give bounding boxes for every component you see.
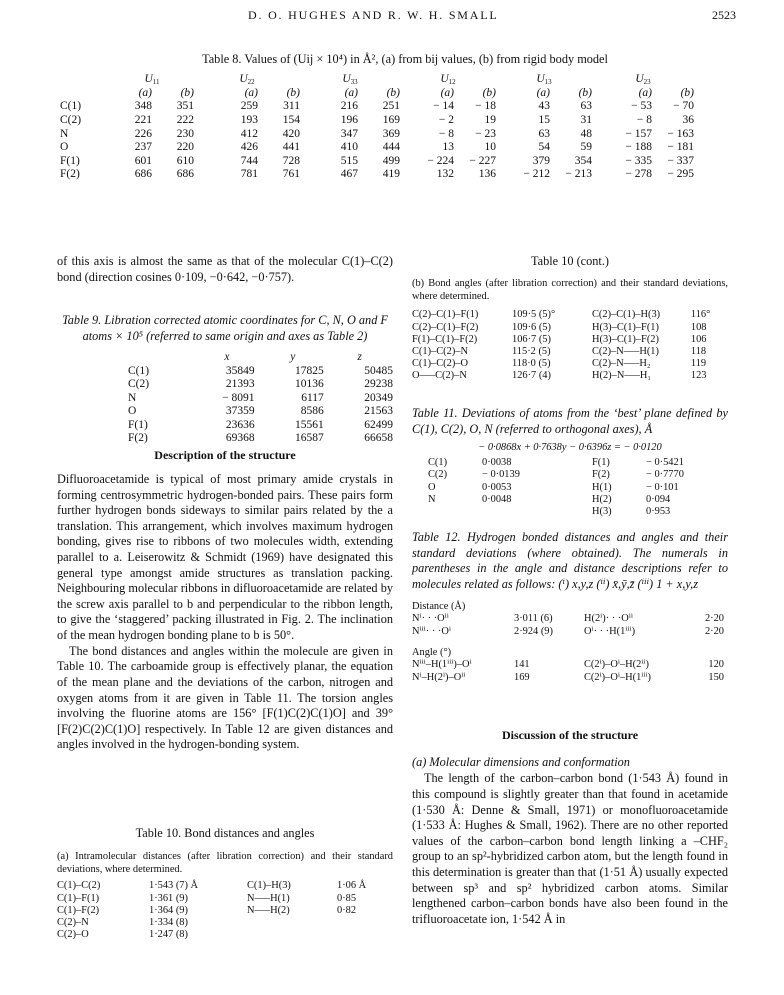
table11-atom-value: 0·0053 bbox=[482, 481, 512, 493]
table12-distance-right-label: H(2ⁱ)· · ·Oⁱⁱ bbox=[584, 613, 633, 625]
table8-sub-header-row bbox=[60, 87, 694, 101]
table8-cell: 420 bbox=[282, 127, 300, 140]
table12-angle-right-value: 120 bbox=[708, 659, 724, 671]
table11-right bbox=[592, 457, 716, 518]
table10cont-angle-value: 106 bbox=[690, 333, 707, 345]
table8-cell: 444 bbox=[382, 141, 400, 154]
table8-cell: 348 bbox=[134, 100, 152, 113]
table-row bbox=[247, 880, 387, 892]
table8-cell: 515 bbox=[340, 154, 358, 167]
table9-header-row bbox=[128, 350, 393, 364]
table10-bond-value: 0·82 bbox=[337, 904, 357, 916]
table-row bbox=[592, 309, 728, 321]
table8-atom-label: N bbox=[60, 127, 69, 140]
table10cont-angle-label: O—–C(2)–N bbox=[412, 370, 467, 382]
table8-cell: 10 bbox=[484, 141, 496, 154]
table8-cell: 59 bbox=[580, 141, 592, 154]
table8-atom-label: C(2) bbox=[60, 114, 82, 127]
table8-cell: − 53 bbox=[631, 100, 652, 113]
table11 bbox=[412, 406, 728, 527]
table-row bbox=[128, 365, 393, 379]
table-row bbox=[60, 128, 694, 142]
table-row bbox=[592, 346, 728, 358]
table10cont-angle-label: H(3)–C(1)–F(1) bbox=[592, 321, 659, 333]
table12-caption: Table 12. Hydrogen bonded distances and angles and their standard deviations (where obtained). The numerals in parentheses in the angle and distance descriptions refer to molecules related as follows: (ⁱ) x,y,z (ⁱⁱ) x̄,ȳ,z̄ (ⁱⁱⁱ) 1 + x,y,z bbox=[412, 530, 728, 591]
table-row bbox=[128, 378, 393, 392]
table8-cell: − 295 bbox=[667, 168, 694, 181]
table-row bbox=[592, 370, 728, 382]
paragraph-axis: of this axis is almost the same as that of the molecular C(1)–C(2) bond (direction cosines 0·109, −0·642, −0·757). bbox=[57, 254, 393, 284]
table8-cell: 221 bbox=[134, 114, 152, 127]
table-row bbox=[412, 358, 582, 370]
table8-cell: − 157 bbox=[625, 127, 652, 140]
table8-cell: 13 bbox=[442, 141, 454, 154]
table9-cell: 16587 bbox=[295, 432, 324, 445]
table9-atom-label: C(2) bbox=[128, 378, 150, 391]
table9-atom-label: F(2) bbox=[128, 432, 148, 445]
discussion-heading: Discussion of the structure bbox=[501, 728, 639, 742]
table-row bbox=[60, 168, 694, 182]
table-row bbox=[128, 405, 393, 419]
table8-group-u22: $U_{22}$ bbox=[239, 73, 255, 87]
table11-equation: − 0·0868x + 0·7638y − 0·6396z = − 0·0120 bbox=[478, 442, 662, 454]
table9-cell: 17825 bbox=[295, 364, 324, 377]
table12-angle-left-value: 141 bbox=[514, 659, 530, 671]
table10cont-angle-value: 115·2 (5) bbox=[512, 345, 551, 357]
table10cont-angle-value: 119 bbox=[690, 358, 707, 370]
table8-cell: 237 bbox=[134, 141, 152, 154]
table10-bond-value: 1·06 Å bbox=[337, 880, 367, 892]
table10-left bbox=[57, 880, 239, 941]
table-row bbox=[412, 334, 582, 346]
table12-angle-right-value: 150 bbox=[708, 671, 724, 683]
table8-cell: 226 bbox=[134, 127, 152, 140]
table8-cell: − 2 bbox=[438, 114, 454, 127]
table8-cell: 441 bbox=[282, 141, 300, 154]
table8-atom-label: F(1) bbox=[60, 154, 80, 167]
table8-cell: 15 bbox=[538, 114, 550, 127]
table8-sub-header: (a) bbox=[344, 86, 358, 99]
table10cont-angle-value: 116° bbox=[690, 309, 711, 321]
table8-cell: − 212 bbox=[523, 168, 550, 181]
table8-cell: 686 bbox=[134, 168, 152, 181]
table8-cell: 63 bbox=[538, 127, 550, 140]
table8-cell: 347 bbox=[340, 127, 358, 140]
table9-cell: 21563 bbox=[364, 405, 393, 418]
table-row bbox=[128, 392, 393, 406]
table-row bbox=[60, 100, 694, 114]
table8-cell: 54 bbox=[538, 141, 550, 154]
table9-body bbox=[128, 365, 393, 446]
table10cont-left bbox=[412, 309, 582, 382]
table10cont-caption: Table 10 (cont.) bbox=[530, 254, 609, 268]
table10-bond-label: C(1)–C(2) bbox=[57, 880, 101, 892]
table8-group-u12: $U_{12}$ bbox=[440, 73, 456, 87]
table8-sub-header: (b) bbox=[180, 86, 194, 99]
table-row bbox=[412, 346, 582, 358]
table8-group-u11: $U_{11}$ bbox=[144, 73, 160, 87]
table10-bond-value: 1·361 (9) bbox=[149, 892, 188, 904]
table-row bbox=[428, 457, 562, 469]
running-header bbox=[0, 8, 784, 28]
table8-sub-header: (b) bbox=[286, 86, 300, 99]
table8-cell: − 70 bbox=[673, 100, 694, 113]
table8-cell: − 181 bbox=[667, 141, 694, 154]
table8-corner bbox=[60, 73, 110, 87]
table8-cell: 19 bbox=[484, 114, 496, 127]
table9-cell: 69368 bbox=[225, 432, 255, 445]
table8-cell: 761 bbox=[282, 168, 300, 181]
table11-atom-value: − 0·7770 bbox=[646, 469, 684, 481]
table9-cell: 23636 bbox=[225, 418, 255, 431]
table8-cell: − 335 bbox=[625, 154, 652, 167]
table8-cell: 426 bbox=[240, 141, 258, 154]
running-head-authors: D. O. HUGHES AND R. W. H. SMALL bbox=[248, 8, 499, 22]
table9-cell: 8586 bbox=[300, 405, 324, 418]
table8 bbox=[60, 52, 750, 182]
table10-bond-value: 1·364 (9) bbox=[149, 904, 188, 916]
table-row bbox=[592, 494, 716, 506]
discussion-subheading: (a) Molecular dimensions and conformation bbox=[412, 755, 630, 769]
table8-cell: 410 bbox=[340, 141, 358, 154]
table8-cell: − 14 bbox=[433, 100, 454, 113]
table9-cell: 6117 bbox=[301, 391, 324, 404]
table-row bbox=[60, 114, 694, 128]
table-row bbox=[57, 917, 239, 929]
table10cont-angle-label: H(2)–N—–H₁ bbox=[592, 370, 652, 382]
table9-col-z: z bbox=[357, 351, 362, 364]
table8-cell: 216 bbox=[340, 100, 358, 113]
table8-cell: 230 bbox=[176, 127, 194, 140]
table12-distance-label: Distance (Å) bbox=[412, 601, 466, 613]
table8-sub-header: (b) bbox=[680, 86, 694, 99]
table8-cell: 132 bbox=[436, 168, 454, 181]
table10cont-angle-value: 118·0 (5) bbox=[512, 358, 551, 370]
table10cont-angle-value: 106·7 (5) bbox=[512, 333, 551, 345]
table8-cell: 43 bbox=[538, 100, 550, 113]
description-heading: Description of the structure bbox=[154, 448, 296, 462]
table8-cell: − 227 bbox=[469, 154, 496, 167]
table10-subcaption: (a) Intramolecular distances (after libration correction) and their standard deviations, where determined. bbox=[57, 851, 393, 876]
table8-cell: 744 bbox=[240, 154, 258, 167]
table-row bbox=[592, 334, 728, 346]
table-row bbox=[412, 672, 724, 684]
table12-distance-right-label: Oⁱ· · ·H(1ⁱⁱⁱ) bbox=[584, 625, 636, 637]
table8-cell: 251 bbox=[382, 100, 400, 113]
table11-atom-label: C(2) bbox=[428, 469, 448, 481]
section-discussion bbox=[412, 728, 728, 927]
table8-corner-2 bbox=[60, 87, 110, 101]
table8-cell: − 23 bbox=[475, 127, 496, 140]
table8-group-u33: $U_{33}$ bbox=[342, 73, 358, 87]
table11-atom-label: F(1) bbox=[592, 457, 610, 469]
table8-cell: 369 bbox=[382, 127, 400, 140]
table10cont-right bbox=[592, 309, 728, 382]
table9-atom-label: N bbox=[128, 391, 137, 404]
table8-sub-header: (a) bbox=[440, 86, 454, 99]
table9-cell: 35849 bbox=[225, 364, 255, 377]
table11-atom-label: H(2) bbox=[592, 493, 612, 505]
table8-cell: 419 bbox=[382, 168, 400, 181]
table8-sub-header: (b) bbox=[578, 86, 592, 99]
table8-grid bbox=[60, 73, 694, 182]
table10cont-subcaption: (b) Bond angles (after libration correction) and their standard deviations, where determined. bbox=[412, 278, 728, 303]
table-row bbox=[247, 893, 387, 905]
table10-bond-value: 0·85 bbox=[337, 892, 357, 904]
table10-bond-label: C(2)–N bbox=[57, 917, 89, 929]
table10-bond-label: N—–H(1) bbox=[247, 892, 290, 904]
table-row bbox=[412, 309, 582, 321]
table-row bbox=[412, 613, 724, 625]
table10cont-angle-value: 126·7 (4) bbox=[512, 370, 551, 382]
table-row bbox=[412, 322, 582, 334]
table9-cell: 50485 bbox=[364, 364, 393, 377]
table11-atom-label: H(1) bbox=[592, 481, 612, 493]
table8-cell: − 8 bbox=[636, 114, 652, 127]
table11-atom-label: N bbox=[428, 493, 436, 505]
table10cont-angle-label: C(2)–N—–H(1) bbox=[592, 345, 659, 357]
table8-atom-label: O bbox=[60, 141, 69, 154]
table8-cell: − 224 bbox=[427, 154, 454, 167]
table10-cont bbox=[412, 254, 728, 385]
table-row bbox=[412, 370, 582, 382]
table10cont-angle-label: C(2)–N—–H₂ bbox=[592, 358, 651, 370]
table10cont-angle-label: F(1)–C(1)–F(2) bbox=[412, 333, 478, 345]
table12-angle-left-label: Nⁱⁱⁱ–H(1ⁱⁱⁱ)–Oⁱ bbox=[412, 659, 472, 671]
table8-cell: 601 bbox=[134, 154, 152, 167]
table8-cell: 781 bbox=[240, 168, 258, 181]
table-row bbox=[128, 419, 393, 433]
table8-cell: − 337 bbox=[667, 154, 694, 167]
table8-cell: 311 bbox=[283, 100, 300, 113]
table10-bond-label: N—–H(2) bbox=[247, 904, 290, 916]
table8-group-u23: $U_{23}$ bbox=[635, 73, 651, 87]
table8-cell: 36 bbox=[682, 114, 694, 127]
table9-cell: − 8091 bbox=[222, 391, 255, 404]
table12-distance-right-value: 2·20 bbox=[704, 613, 724, 625]
table9-col-y: y bbox=[290, 351, 296, 364]
table-row bbox=[128, 432, 393, 446]
table10cont-angle-value: 109·6 (5) bbox=[512, 321, 551, 333]
table11-atom-label: O bbox=[428, 481, 436, 493]
table-row bbox=[57, 880, 239, 892]
table8-cell: 48 bbox=[580, 127, 592, 140]
table12-distances bbox=[412, 613, 724, 638]
table12-angle-left-label: Nⁱ–H(2ⁱ)–Oⁱⁱ bbox=[412, 671, 466, 683]
table8-cell: − 163 bbox=[667, 127, 694, 140]
table8-cell: 193 bbox=[240, 114, 258, 127]
table10 bbox=[57, 826, 393, 960]
table9-col-x: x bbox=[224, 351, 230, 364]
table9-cell: 20349 bbox=[364, 391, 393, 404]
table10cont-angle-label: C(2)–C(1)–F(1) bbox=[412, 309, 479, 321]
table10cont-angle-label: C(2)–C(1)–F(2) bbox=[412, 321, 479, 333]
table-row bbox=[592, 322, 728, 334]
table8-cell: 220 bbox=[176, 141, 194, 154]
table11-atom-value: − 0·101 bbox=[646, 481, 679, 493]
table9-cell: 66658 bbox=[364, 432, 393, 445]
table9-cell: 15561 bbox=[295, 418, 324, 431]
table10cont-angle-value: 109·5 (5)° bbox=[512, 309, 556, 321]
table12-angle-right-label: C(2ⁱ)–Oⁱ–H(2ⁱⁱ) bbox=[584, 659, 649, 671]
table-row bbox=[57, 893, 239, 905]
table8-sub-header: (a) bbox=[138, 86, 152, 99]
table10-caption: Table 10. Bond distances and angles bbox=[135, 826, 315, 840]
table10cont-angle-label: C(2)–C(1)–H(3) bbox=[592, 309, 661, 321]
table8-sub-header: (b) bbox=[386, 86, 400, 99]
table11-atom-label: H(3) bbox=[592, 505, 612, 517]
table8-group-header-row bbox=[60, 73, 694, 87]
table-row bbox=[412, 659, 724, 671]
table12-distance-left-value: 3·011 (6) bbox=[514, 613, 553, 625]
table9-atom-label: O bbox=[128, 405, 137, 418]
table12-distance-right-value: 2·20 bbox=[704, 625, 724, 637]
table10-bond-label: C(2)–O bbox=[57, 929, 89, 941]
table10cont-angle-value: 123 bbox=[690, 370, 707, 382]
table11-atom-value: 0·0048 bbox=[482, 493, 512, 505]
table11-atom-value: 0·953 bbox=[646, 505, 671, 517]
table11-atom-label: F(2) bbox=[592, 469, 610, 481]
table-row bbox=[428, 469, 562, 481]
table8-sub-header: (a) bbox=[536, 86, 550, 99]
table8-cell: 222 bbox=[176, 114, 194, 127]
table9-atom-label: F(1) bbox=[128, 418, 148, 431]
table9-cell: 10136 bbox=[295, 378, 324, 391]
table10-bond-label: C(1)–H(3) bbox=[247, 880, 291, 892]
table10-right bbox=[247, 880, 387, 917]
table8-cell: − 278 bbox=[625, 168, 652, 181]
table-row bbox=[592, 358, 728, 370]
table8-sub-header: (b) bbox=[482, 86, 496, 99]
table9-cell: 62499 bbox=[364, 418, 393, 431]
table12-distance-left-label: Nⁱ· · ·Oⁱⁱ bbox=[412, 613, 449, 625]
table9-cell: 29238 bbox=[364, 378, 393, 391]
table12-angle-label: Angle (°) bbox=[412, 647, 452, 659]
table8-atom-label: F(2) bbox=[60, 168, 80, 181]
table-row bbox=[57, 905, 239, 917]
table9-cell: 21393 bbox=[225, 378, 255, 391]
table-row bbox=[60, 155, 694, 169]
table10cont-angle-value: 108 bbox=[690, 321, 707, 333]
table8-cell: 354 bbox=[574, 154, 592, 167]
table12-distance-left-label: Nⁱⁱⁱ· · ·Oⁱ bbox=[412, 625, 451, 637]
description-para-2: The bond distances and angles within the molecule are given in Table 10. The carboamide group is effectively planar, the equation of the mean plane and the deviations of the carbon, nitrogen and oxygen atoms from it are given in Table 11. The torsion angles involving the fluorine atoms are 156° [F(1)C(2)C(1)O] and 39° [F(2)C(2)C(1)O] respectively. In Table 12 are given distances and angles involved in the hydrogen-bonding system. bbox=[57, 643, 393, 752]
table8-cell: − 18 bbox=[475, 100, 496, 113]
table11-atom-value: 0·094 bbox=[646, 493, 671, 505]
table-row bbox=[592, 457, 716, 469]
table8-sub-header: (a) bbox=[638, 86, 652, 99]
table8-caption: Table 8. Values of (Uij × 10⁴) in Å², (a) from bij values, (b) from rigid body model bbox=[202, 52, 608, 66]
table10-bond-value: 1·247 (8) bbox=[149, 929, 188, 941]
table10cont-angle-value: 118 bbox=[690, 345, 707, 357]
table8-cell: 610 bbox=[176, 154, 194, 167]
table10cont-angle-label: C(1)–C(2)–O bbox=[412, 358, 468, 370]
discussion-para-1: The length of the carbon–carbon bond (1·543 Å) found in this compound is slightly greater than that found in acetamide (1·530 Å: Denne & Small, 1971) or monofluoroacetamide (1·533 Å: Hughes & Small, 1962). There are no other reported values of the carbon–carbon bond length linking a –CHF₂ group to an sp²-hybridized carbon atom, but the length found in this determination is greater than that (1·51 Å) usually expected between sp³ and sp² hybridized carbon atoms. Similar lengthened carbon–carbon bonds have also been found in the trifluoroacetate ion, 1·542 Å in bbox=[412, 771, 728, 926]
table8-cell: 31 bbox=[580, 114, 592, 127]
table12-angle-right-label: C(2ⁱ)–Oⁱ–H(1ⁱⁱⁱ) bbox=[584, 671, 652, 683]
table8-cell: 351 bbox=[176, 100, 194, 113]
table8-cell: − 213 bbox=[565, 168, 592, 181]
table-row bbox=[57, 929, 239, 941]
table12-distance-left-value: 2·924 (9) bbox=[514, 625, 553, 637]
table8-cell: 686 bbox=[176, 168, 194, 181]
table-row bbox=[428, 482, 562, 494]
table9-grid bbox=[128, 350, 393, 364]
table10-bond-label: C(1)–F(1) bbox=[57, 892, 100, 904]
table-row bbox=[412, 626, 724, 638]
table-row bbox=[592, 506, 716, 518]
table11-atom-label: C(1) bbox=[428, 457, 448, 469]
table8-cell: − 8 bbox=[438, 127, 454, 140]
table9 bbox=[57, 313, 393, 446]
table8-cell: 259 bbox=[240, 100, 258, 113]
table8-cell: 63 bbox=[580, 100, 592, 113]
table10-bond-value: 1·334 (8) bbox=[149, 917, 188, 929]
table-row bbox=[592, 469, 716, 481]
table-row bbox=[247, 905, 387, 917]
table11-atom-value: − 0·5421 bbox=[646, 457, 684, 469]
table12-angles bbox=[412, 659, 724, 684]
table-row bbox=[428, 494, 562, 506]
section-description bbox=[57, 448, 393, 753]
table8-cell: 499 bbox=[382, 154, 400, 167]
table12-angle-left-value: 169 bbox=[514, 671, 530, 683]
table8-cell: 379 bbox=[532, 154, 550, 167]
table-row bbox=[592, 482, 716, 494]
table11-caption: Table 11. Deviations of atoms from the ‘best’ plane defined by C(1), C(2), O, N (referred to orthogonal axes), Å bbox=[412, 406, 728, 436]
table11-atom-value: 0·0038 bbox=[482, 457, 512, 469]
description-para-1: Difluoroacetamide is typical of most primary amide crystals in forming centrosymmetric hydrogen-bonded pairs. These pairs form further hydrogen bonds sideways to similar pairs related by the a translation. This arrangement, which involves maximum hydrogen bonding, gives rise to ribbons of two molecules width, extending parallel to a. Leiserowitz & Schmidt (1969) have designated this general type amongst amide structures as translation packing. Neighbouring molecular ribbons in difluoroacetamide are related by the screw axis parallel to b and perpendicular to the ribbon length, to give the ‘staggered’ packing illustrated in Fig. 2. The inclination of the mean hydrogen bonding plane to b is 50°. bbox=[57, 472, 393, 643]
table8-cell: 728 bbox=[282, 154, 300, 167]
table8-cell: 196 bbox=[340, 114, 358, 127]
table8-atom-label: C(1) bbox=[60, 100, 82, 113]
page-number: 2523 bbox=[712, 8, 736, 22]
table8-group-u13: $U_{13}$ bbox=[536, 73, 552, 87]
table10-bond-value: 1·543 (7) Å bbox=[149, 880, 199, 892]
table10cont-angle-label: H(3)–C(1)–F(2) bbox=[592, 333, 659, 345]
table9-atom-label: C(1) bbox=[128, 364, 150, 377]
table8-cell: 467 bbox=[340, 168, 358, 181]
table-row bbox=[60, 141, 694, 155]
table8-cell: 136 bbox=[478, 168, 496, 181]
table8-cell: − 188 bbox=[625, 141, 652, 154]
table8-sub-header: (a) bbox=[244, 86, 258, 99]
table8-cell: 412 bbox=[240, 127, 258, 140]
table11-atom-value: − 0·0139 bbox=[482, 469, 520, 481]
table12 bbox=[412, 530, 728, 684]
table10cont-angle-label: C(1)–C(2)–N bbox=[412, 345, 468, 357]
table11-left bbox=[428, 457, 562, 506]
table9-caption: Table 9. Libration corrected atomic coordinates for C, N, O and F atoms × 10⁵ (referred to same origin and axes as Table 2) bbox=[62, 313, 388, 343]
table9-cell: 37359 bbox=[225, 405, 255, 418]
table8-cell: 154 bbox=[282, 114, 300, 127]
left-column bbox=[57, 254, 393, 285]
table8-cell: 169 bbox=[382, 114, 400, 127]
table10-bond-label: C(1)–F(2) bbox=[57, 904, 100, 916]
